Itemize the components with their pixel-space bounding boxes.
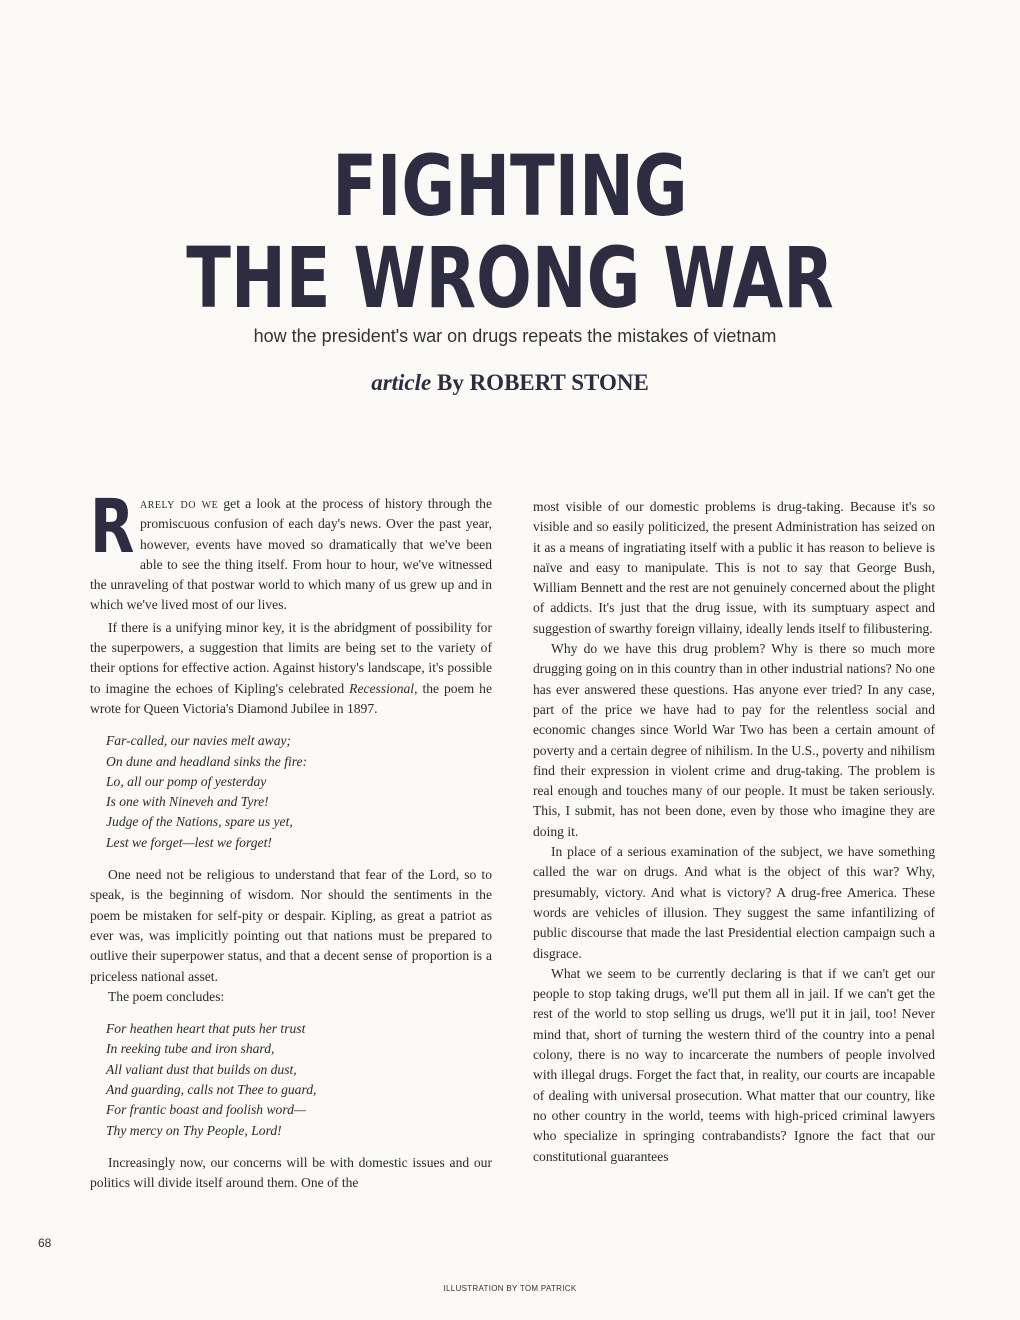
poem-line: Far-called, our navies melt away; [106,733,292,749]
paragraph-6: most visible of our domestic problems is drug-taking. Because it's so visible and so easily politicized, the present Administration has seized on it as a means of ingratiating itself with a public it has reason to believe is naïve and easy to manipulate. This is not to say that George Bush, William Bennett and the rest are not genuinely concerned about the plight of addicts. It's just that the drug issue, with its sumptuary aspect and suggestion of swarthy foreign villainy, ideally lends itself to filibustering. [533,499,935,636]
byline-author: By ROBERT STONE [436,370,649,395]
paragraph-3: One need not be religious to understand that fear of the Lord, so to speak, is the beginning of wisdom. Nor should the sentiments in the poem be mistaken for self-pity or despair. Kipling, as great a patriot as ever was, was implicitly pointing out that nations must be prepared to outlive their superpower status, and that a decent sense of proportion is a priceless national asset. [90,867,492,984]
drop-cap: R [90,484,135,570]
poem-line: For frantic boast and foolish word— [106,1102,307,1118]
paragraph-5: Increasingly now, our concerns will be with domestic issues and our politics will divide itself around them. One of the [90,1154,492,1191]
poem-line: All valiant dust that builds on dust, [106,1061,297,1077]
paragraph-7: Why do we have this drug problem? Why is there so much more drugging going on in this country than in other industrial nations? No one has ever answered these questions. Has anyone ever tried? In any case, part of the price we have had to pay for the relentless social and economic changes since World War Two has been a certain amount of poverty and a certain degree of nihilism. In the U.S., poverty and nihilism find their expression in violent crime and drug-taking. The problem is real enough and touches many of our people. It must be taken seriously. This, I submit, has not been done, even by those who imagine they are doing it. [533,641,935,839]
right-column [533,497,935,1167]
poem-excerpt-2 [106,1019,492,1141]
paragraph-1 [90,484,492,616]
byline-prefix: article [371,370,432,395]
poem-line: Lo, all our pomp of yesterday [106,773,267,789]
page-number: 68 [38,1236,52,1250]
poem-line: And guarding, calls not Thee to guard, [106,1082,317,1098]
article-headline [112,137,908,327]
poem-title: Recessional [349,680,415,696]
poem-line: Is one with Nineveh and Tyre! [106,794,269,810]
lead-in-smallcaps: arely do we [140,496,219,511]
illustration-credit: ILLUSTRATION BY TOM PATRICK [443,1284,577,1293]
byline [0,370,1020,396]
paragraph-8: In place of a serious examination of the subject, we have something called the war on drugs. And what is the object of this war? Why, presumably, victory. And what is victory? A drug-free America. These words are vehicles of illusion. They suggest the same infantilizing of public discourse that made the last Presidential election campaign such a disgrace. [533,844,935,961]
poem-line: Judge of the Nations, spare us yet, [106,814,293,830]
poem-line: On dune and headland sinks the fire: [106,753,308,769]
paragraph-4: The poem concludes: [108,988,225,1004]
headline-line-1: FIGHTING [332,137,688,235]
paragraph-2: If there is a unifying minor key, it is the abridgment of possibility for the superpowers, a suggestion that limits are being set to the variety of their options for effective action. Against history's landscape, it's possible to imagine the echoes of Kipling's celebrated Recessional, the poem he wrote for Queen Victoria's Diamond Jubilee in 1897. [90,619,493,716]
poem-line: Lest we forget—lest we forget! [106,834,272,850]
headline-line-2: THE WRONG WAR [186,229,834,327]
poem-line: Thy mercy on Thy People, Lord! [106,1122,282,1138]
paragraph-9: What we seem to be currently declaring is that if we can't get our people to stop taking drugs, we'll put them all in jail. If we can't get the rest of the world to stop selling us drugs, we'll put it in jail, too! Never mind that, short of turning the western third of the country into a penal colony, there is no way to incarcerate the numbers of people involved with illegal drugs. Forget the fact that, in reality, our courts are incapable of dealing with universal prosecution. What matter that our country, like no other country in the world, teems with high-priced criminal lawyers who specialize in springing contrabandists? Ignore the fact that our constitutional guarantees [533,965,935,1164]
paragraph-1-text: get a look at the process of history through the promiscuous confusion of each day's news. Over the past year, however, events have moved so dramatically that we've been able to see the thing itself. From hour to hour, we've witnessed the unraveling of that postwar world to which many of us grew up and in which we've lived most of our lives. [90,496,492,613]
poem-excerpt-1 [106,731,492,853]
poem-line: For heathen heart that puts her trust [106,1021,306,1037]
poem-line: In reeking tube and iron shard, [106,1041,275,1057]
left-column [90,484,493,1194]
article-subtitle: how the president's war on drugs repeats the mistakes of vietnam [253,326,777,346]
